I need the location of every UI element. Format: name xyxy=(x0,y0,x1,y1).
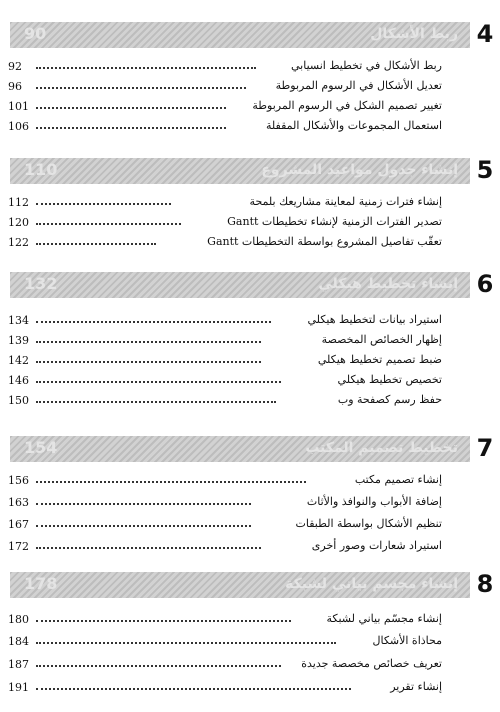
entry-title: إنشاء تصميم مكتب xyxy=(354,473,442,486)
toc-entry[interactable] xyxy=(0,312,500,332)
entry-page: 187 xyxy=(8,658,29,671)
entry-title: تعقّب تفاصيل المشروع بواسطة التخطيطات Gantt xyxy=(207,235,442,248)
entry-title: تعديل الأشكال في الرسوم المربوطة xyxy=(275,79,442,92)
entry-title: حفظ رسم كصفحة وب xyxy=(337,393,442,406)
dot-leader xyxy=(36,620,291,622)
banner-page: 132 xyxy=(24,274,58,293)
banner-title: إنشاء جدول مواعيد المشروع xyxy=(261,162,458,178)
entry-page: 163 xyxy=(8,496,29,509)
dot-leader xyxy=(36,665,281,667)
dot-leader xyxy=(36,223,181,225)
dot-leader xyxy=(36,503,251,505)
toc-entry[interactable] xyxy=(0,118,500,138)
chapter-number: 8 xyxy=(476,570,494,598)
toc-entry[interactable] xyxy=(0,78,500,98)
entry-page: 134 xyxy=(8,314,29,327)
toc-entry[interactable] xyxy=(0,98,500,118)
entry-title: تصدير الفترات الزمنية لإنشاء تخطيطات Gantt xyxy=(227,215,442,228)
entry-page: 112 xyxy=(8,196,29,209)
entry-page: 172 xyxy=(8,540,29,553)
banner-title: تخطيط تصميم المكتب xyxy=(305,440,458,456)
entry-page: 146 xyxy=(8,374,29,387)
chapter-number: 5 xyxy=(476,156,494,184)
dot-leader xyxy=(36,321,271,323)
chapter-number: 6 xyxy=(476,270,494,298)
toc-entry[interactable] xyxy=(0,392,500,412)
toc-entry[interactable] xyxy=(0,214,500,234)
chapter-number: 7 xyxy=(476,434,494,462)
entry-title: إظهار الخصائص المخصصة xyxy=(321,333,442,346)
entry-title: تغيير تصميم الشكل في الرسوم المربوطة xyxy=(252,99,442,112)
toc-entry[interactable] xyxy=(0,516,500,536)
toc-entry[interactable] xyxy=(0,372,500,392)
toc-entry[interactable] xyxy=(0,611,500,631)
toc-entry[interactable] xyxy=(0,332,500,352)
entry-title: تنظيم الأشكال بواسطة الطبقات xyxy=(295,517,442,530)
dot-leader xyxy=(36,401,276,403)
entry-page: 120 xyxy=(8,216,29,229)
chapter-banner xyxy=(10,158,470,184)
entry-page: 180 xyxy=(8,613,29,626)
toc-entry[interactable] xyxy=(0,194,500,214)
entry-page: 92 xyxy=(8,60,22,73)
chapter-banner xyxy=(10,22,470,48)
toc-entry[interactable] xyxy=(0,234,500,254)
chapter-banner xyxy=(10,572,470,598)
entry-title: ربط الأشكال في تخطيط انسيابي xyxy=(291,59,442,72)
entry-title: استيراد بيانات لتخطيط هيكلي xyxy=(307,313,442,326)
entry-title: استعمال المجموعات والأشكال المقفلة xyxy=(266,119,442,132)
chapter-banner xyxy=(10,272,470,298)
entry-page: 191 xyxy=(8,681,29,694)
dot-leader xyxy=(36,67,256,69)
entry-page: 96 xyxy=(8,80,22,93)
dot-leader xyxy=(36,107,226,109)
toc-entry[interactable] xyxy=(0,538,500,558)
dot-leader xyxy=(36,547,261,549)
dot-leader xyxy=(36,688,351,690)
dot-leader xyxy=(36,361,261,363)
dot-leader xyxy=(36,481,306,483)
entry-title: محاذاة الأشكال xyxy=(372,634,442,647)
entry-page: 184 xyxy=(8,635,29,648)
entry-page: 156 xyxy=(8,474,29,487)
entry-page: 139 xyxy=(8,334,29,347)
toc-entry[interactable] xyxy=(0,472,500,492)
banner-title: ربط الأشكال xyxy=(370,26,458,42)
entry-title: إنشاء فترات زمنية لمعاينة مشاريعك بلمحة xyxy=(249,195,442,208)
entry-page: 122 xyxy=(8,236,29,249)
entry-title: إضافة الأبواب والنوافذ والأثاث xyxy=(306,495,442,508)
chapter-number: 4 xyxy=(476,20,494,48)
dot-leader xyxy=(36,341,261,343)
entry-title: إنشاء تقرير xyxy=(390,680,442,693)
entry-page: 106 xyxy=(8,120,29,133)
entry-title: تخصيص تخطيط هيكلي xyxy=(337,373,442,386)
dot-leader xyxy=(36,243,156,245)
chapter-banner xyxy=(10,436,470,462)
banner-title: إنشاء مجسم بياني لشبكة xyxy=(285,576,458,592)
toc-entry[interactable] xyxy=(0,679,500,699)
dot-leader xyxy=(36,87,246,89)
entry-page: 167 xyxy=(8,518,29,531)
banner-page: 178 xyxy=(24,574,58,593)
dot-leader xyxy=(36,203,171,205)
dot-leader xyxy=(36,642,336,644)
toc-entry[interactable] xyxy=(0,633,500,653)
banner-page: 154 xyxy=(24,438,58,457)
entry-title: إنشاء مجسّم بياني لشبكة xyxy=(326,612,442,625)
banner-page: 90 xyxy=(24,24,47,43)
toc-entry[interactable] xyxy=(0,494,500,514)
banner-title: إنشاء تخطيط هيكلي xyxy=(318,276,458,292)
dot-leader xyxy=(36,525,251,527)
banner-page: 110 xyxy=(24,160,58,179)
entry-page: 142 xyxy=(8,354,29,367)
entry-page: 101 xyxy=(8,100,29,113)
entry-title: ضبط تصميم تخطيط هيكلي xyxy=(317,353,442,366)
toc-entry[interactable] xyxy=(0,656,500,676)
entry-page: 150 xyxy=(8,394,29,407)
entry-title: تعريف خصائص مخصصة جديدة xyxy=(301,657,442,670)
toc-entry[interactable] xyxy=(0,352,500,372)
entry-title: استيراد شعارات وصور أخرى xyxy=(311,539,442,552)
dot-leader xyxy=(36,127,226,129)
dot-leader xyxy=(36,381,281,383)
toc-entry[interactable] xyxy=(0,58,500,78)
